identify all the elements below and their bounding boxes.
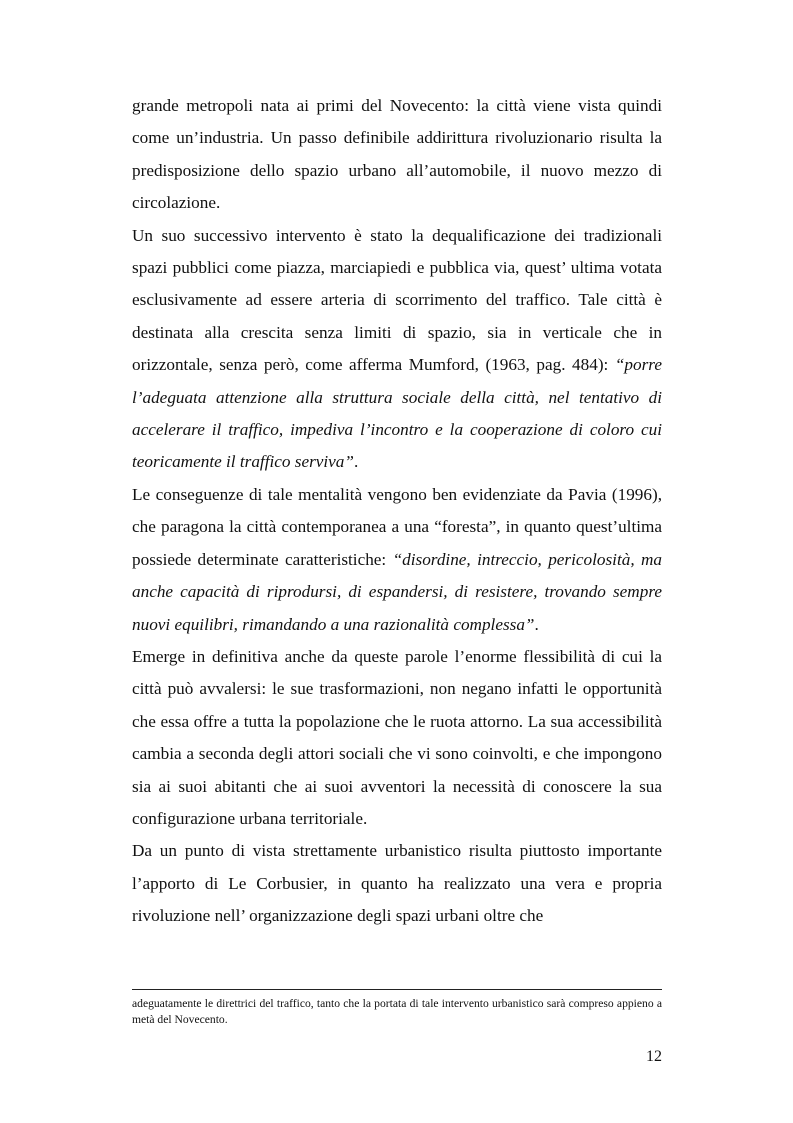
body-text xyxy=(132,90,662,933)
paragraph-5 xyxy=(132,835,662,932)
paragraph-2-text: Un suo successivo intervento è stato la dequalificazione dei tradizionali spazi pubblici come piazza, marciapiedi e pubblica via, quest’ ultima votata esclusivamente ad essere arteria di scorrimento del traffico. Tale città è destinata alla crescita senza limiti di spazio, sia in verticale che in orizzontale, senza però, come afferma Mumford, (1963, pag. 484): xyxy=(132,225,662,375)
paragraph-1 xyxy=(132,90,662,220)
paragraph-4 xyxy=(132,641,662,835)
paragraph-3-text: Le conseguenze di tale mentalità vengono ben evidenziate da Pavia (1996), che paragona la città contemporanea a una “foresta”, in quanto quest’ultima possiede determinate caratteristiche: xyxy=(132,484,662,569)
pavia-quote: “disordine, intreccio, pericolosità, ma anche capacità di riprodursi, di espandersi, di resistere, trovando sempre nuovi equilibri, rimandando a una razionalità complessa” xyxy=(132,549,662,634)
paragraph-1-text: grande metropoli nata ai primi del Novecento: la città viene vista quindi come un’industria. Un passo definibile addirittura rivoluzionario risulta la predisposizione dello spazio urbano all’automobile, il nuovo mezzo di circolazione. xyxy=(132,96,662,213)
paragraph-5-text: Da un punto di vista strettamente urbanistico risulta piuttosto importante l’apporto di Le Corbusier, in quanto ha realizzato una vera e propria rivoluzione nell’ organizzazione degli spazi urbani oltre che xyxy=(132,841,662,926)
footnote: adeguatamente le direttrici del traffico, tanto che la portata di tale intervento urbanistico sarà compreso appieno a metà del Novecento. xyxy=(132,997,662,1026)
paragraph-2 xyxy=(132,220,662,479)
mumford-quote: “porre l’adeguata attenzione alla struttura sociale della città, nel tentativo di accelerare il traffico, impediva l’incontro e la cooperazione di coloro cui teoricamente il traffico serviva” xyxy=(132,355,662,472)
paragraph-2-end: . xyxy=(353,452,359,472)
paragraph-3 xyxy=(132,479,662,641)
page-number: 12 xyxy=(646,1048,662,1065)
paragraph-3-end: . xyxy=(534,614,539,634)
footnote-divider xyxy=(132,989,662,990)
paragraph-4-text: Emerge in definitiva anche da queste parole l’enorme flessibilità di cui la città può avvalersi: le sue trasformazioni, non negano infatti le opportunità che essa offre a tutta la popolazione che le ruota attorno. La sua accessibilità cambia a seconda degli attori sociali che vi sono coinvolti, e che impongono sia ai suoi abitanti che ai suoi avventori la necessità di conoscere la sua configurazione urbana territoriale. xyxy=(132,646,662,828)
